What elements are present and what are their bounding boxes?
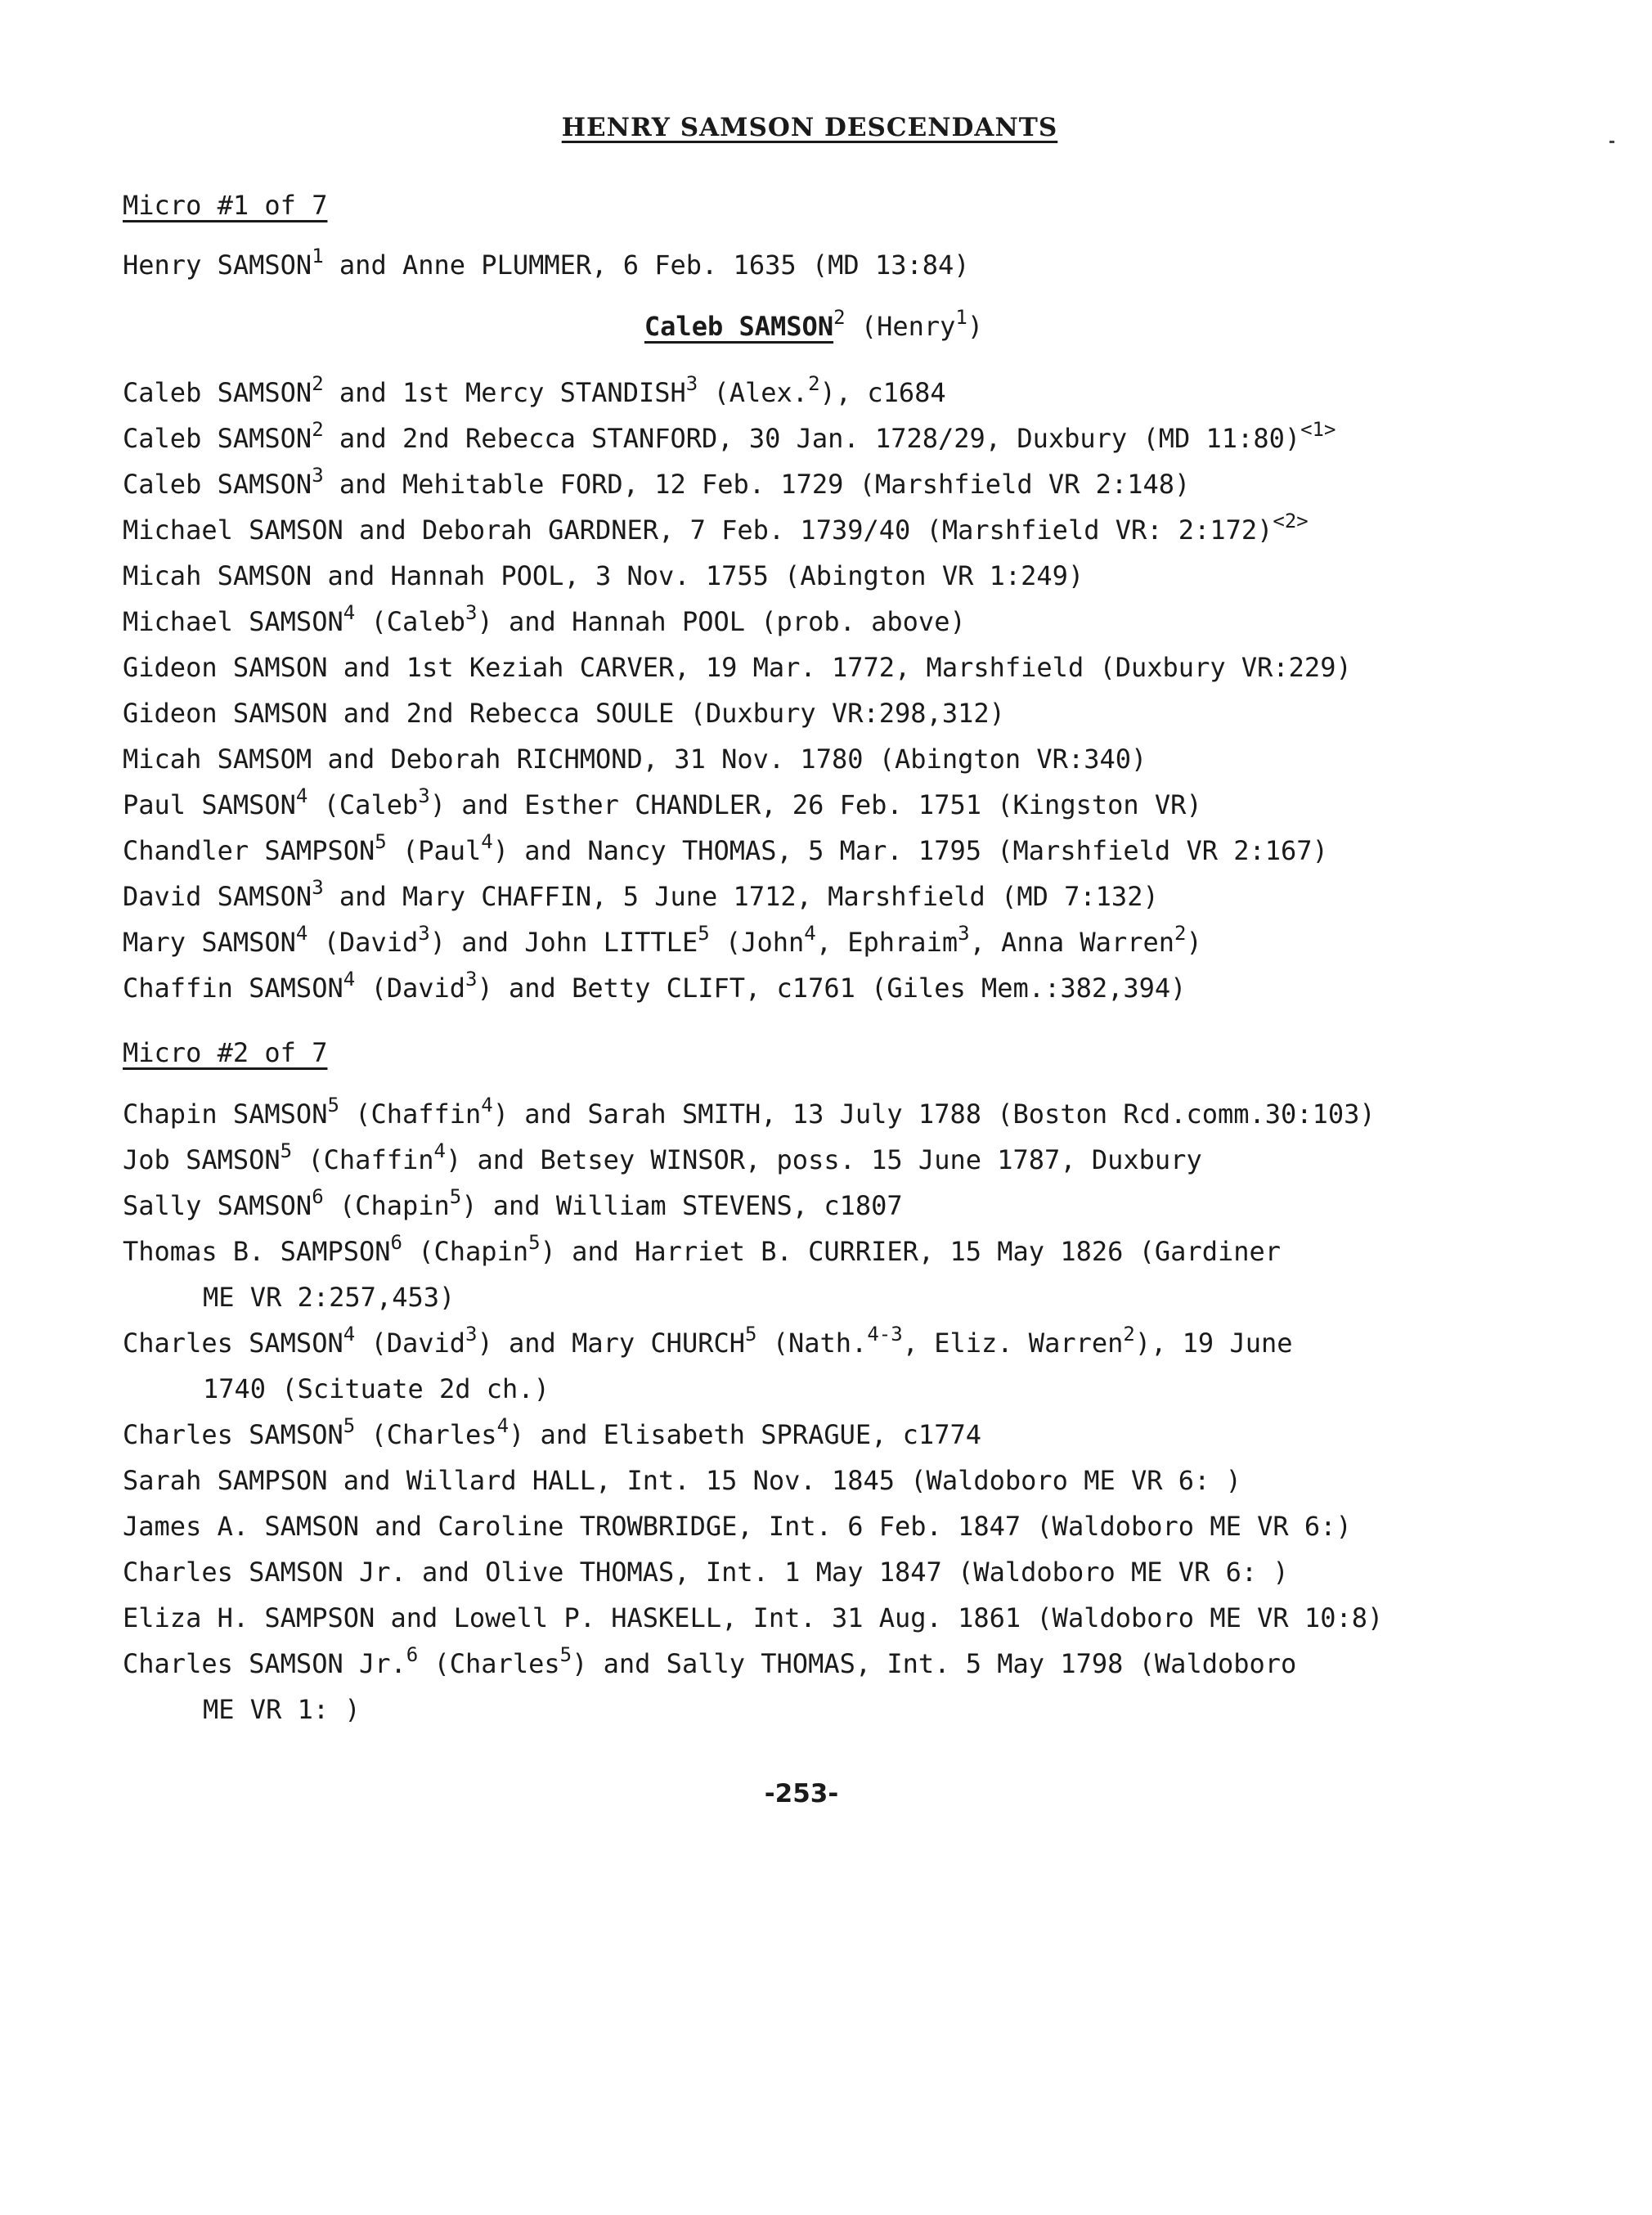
entry-line-continuation (203, 1693, 361, 1726)
entry-text: (Chaffin (339, 1099, 482, 1130)
entry-text: , Anna Warren (969, 927, 1174, 958)
entry-text: ), 19 June (1134, 1328, 1293, 1359)
generation-superscript: 5 (745, 1323, 757, 1346)
entry-text: Micah SAMSOM and Deborah RICHMOND, 31 Nov. 1780 (Abington VR:340) (123, 744, 1147, 775)
entry-text: and Mary CHAFFIN, 5 June 1712, Marshfield (MD 7:132) (323, 881, 1159, 912)
generation-superscript: 6 (406, 1643, 419, 1666)
entry-line (123, 1139, 1202, 1176)
entry-text: (John (709, 927, 805, 958)
entry-text: James A. SAMSON and Caroline TROWBRIDGE, Int. 6 Feb. 1847 (Waldoboro ME VR 6:) (123, 1511, 1352, 1542)
entry-text: ) and William STEVENS, c1807 (461, 1190, 903, 1221)
entry-line (123, 1643, 1297, 1680)
entry-text: ) and Hannah POOL (prob. above) (477, 606, 966, 637)
entry-line (123, 559, 1084, 592)
entry-text: (Chapin (323, 1190, 450, 1221)
entry-line (123, 464, 1191, 501)
entry-text: Gideon SAMSON and 2nd Rebecca SOULE (Duxbury VR:298,312) (123, 698, 1005, 729)
generation-superscript: 2 (312, 418, 324, 441)
entry-text: 1740 (Scituate 2d ch.) (203, 1373, 550, 1404)
entry-line (123, 1414, 981, 1451)
generation-superscript: 5 (698, 922, 710, 945)
generation-superscript: 5 (343, 1414, 356, 1437)
generation-superscript: 6 (390, 1231, 402, 1254)
entry-text: Mary SAMSON (123, 927, 296, 958)
entry-text: ) and Esther CHANDLER, 26 Feb. 1751 (Kingston VR) (429, 789, 1202, 820)
entry-line (123, 510, 1309, 546)
entry-text: (Charles (418, 1648, 560, 1679)
section-label-micro-1: Micro #1 of 7 (123, 190, 328, 221)
generation-superscript: 3 (465, 1323, 478, 1346)
generation-superscript: 3 (418, 922, 430, 945)
entry-text: (Nath. (756, 1328, 868, 1359)
entry-text: Sally SAMSON (123, 1190, 312, 1221)
entry-text: ) and Betty CLIFT, c1761 (Giles Mem.:382,394) (477, 973, 1187, 1004)
generation-superscript: 2 (808, 372, 820, 395)
entry-text: Charles SAMSON Jr. (123, 1648, 406, 1679)
generation-superscript: 2 (1174, 922, 1187, 945)
entry-text: ) and Harriet B. CURRIER, 15 May 1826 (Gardiner (540, 1236, 1282, 1267)
entry-text: Michael SAMSON and Deborah GARDNER, 7 Feb. 1739/40 (Marshfield VR: 2:172) (123, 514, 1273, 546)
entry-line (123, 372, 946, 409)
entry-text: David SAMSON (123, 881, 312, 912)
entry-text: (Charles (355, 1419, 497, 1450)
entry-text: ) and Sarah SMITH, 13 July 1788 (Boston Rcd.comm.30:103) (492, 1099, 1376, 1130)
entry-text: (David (355, 973, 466, 1004)
generation-superscript: 4 (343, 968, 356, 991)
generation-superscript: 5 (327, 1094, 339, 1116)
entry-text: (Paul (386, 835, 482, 866)
entry-text: ), c1684 (819, 377, 946, 408)
generation-superscript: 3 (312, 464, 324, 487)
generation-superscript: 3 (465, 601, 478, 624)
entry-text: (David (355, 1328, 466, 1359)
entry-text: Charles SAMSON (123, 1419, 343, 1450)
entry-line-continuation (203, 1281, 455, 1314)
entry-text: Chaffin SAMSON (123, 973, 343, 1004)
entry-text: Gideon SAMSON and 1st Keziah CARVER, 19 Mar. 1772, Marshfield (Duxbury VR:229) (123, 652, 1352, 683)
entry-text: Caleb SAMSON (123, 377, 312, 408)
generation-superscript: 3 (465, 968, 478, 991)
entry-line (123, 1464, 1241, 1497)
entry-text: Caleb SAMSON (123, 423, 312, 454)
generation-superscript: 4 (295, 784, 308, 807)
entry-line (123, 651, 1352, 684)
entry-line (123, 245, 970, 281)
generation-superscript: <1> (1300, 418, 1336, 441)
entry-text: and Anne PLUMMER, 6 Feb. 1635 (MD 13:84) (323, 249, 970, 281)
entry-line (123, 601, 966, 638)
entry-text: Job SAMSON (123, 1144, 281, 1175)
entry-text: ) and Mary CHURCH (477, 1328, 745, 1359)
entry-text: Paul SAMSON (123, 789, 296, 820)
entry-text: ) and Elisabeth SPRAGUE, c1774 (509, 1419, 981, 1450)
page-number: -253- (764, 1779, 839, 1808)
generation-superscript: 4 (804, 922, 816, 945)
entry-line (123, 1231, 1282, 1268)
entry-line (123, 1510, 1352, 1543)
entry-text: Thomas B. SAMPSON (123, 1236, 391, 1267)
entry-text: Chapin SAMSON (123, 1099, 328, 1130)
generation-superscript: 2 (1123, 1323, 1135, 1346)
entry-line (123, 743, 1147, 775)
generation-superscript: 6 (312, 1185, 324, 1208)
entry-line (123, 1185, 903, 1222)
generation-superscript: 4 (481, 1094, 493, 1116)
entry-text: Micah SAMSON and Hannah POOL, 3 Nov. 1755 (Abington VR 1:249) (123, 560, 1084, 591)
section-label-micro-2: Micro #2 of 7 (123, 1037, 328, 1068)
entry-text: Eliza H. SAMPSON and Lowell P. HASKELL, Int. 31 Aug. 1861 (Waldoboro ME VR 10:8) (123, 1602, 1384, 1633)
entry-text: , Ephraim (815, 927, 958, 958)
entry-line (123, 1556, 1289, 1588)
generation-superscript: 4 (481, 830, 493, 853)
generation-superscript: 3 (685, 372, 698, 395)
entry-text: ) and Betsey WINSOR, poss. 15 June 1787, Duxbury (445, 1144, 1202, 1175)
entry-text: Henry SAMSON (123, 249, 312, 281)
entry-text: ) and John LITTLE (429, 927, 698, 958)
generation-superscript: 4 (343, 1323, 356, 1346)
generation-superscript: 5 (559, 1643, 572, 1666)
generation-superscript: 3 (312, 876, 324, 899)
generation-superscript: 4 (343, 601, 356, 624)
page-title: HENRY SAMSON DESCENDANTS (561, 113, 1058, 142)
entry-line (123, 876, 1159, 913)
generation-superscript: 3 (418, 784, 430, 807)
generation-superscript: 5 (528, 1231, 541, 1254)
entry-line (123, 830, 1328, 867)
entry-line (123, 697, 1005, 730)
generation-superscript: 5 (280, 1139, 293, 1162)
entry-text: ) (1186, 927, 1202, 958)
entry-text: Michael SAMSON (123, 606, 343, 637)
entry-line-continuation (203, 1373, 550, 1405)
entry-text: (Alex. (698, 377, 809, 408)
entry-text: and Mehitable FORD, 12 Feb. 1729 (Marshfield VR 2:148) (323, 469, 1191, 500)
generation-superscript: 5 (375, 830, 387, 853)
entry-text: (Caleb (355, 606, 466, 637)
generation-superscript: 4-3 (867, 1323, 903, 1346)
entry-text: Charles SAMSON Jr. and Olive THOMAS, Int. 1 May 1847 (Waldoboro ME VR 6: ) (123, 1557, 1289, 1588)
entry-text: ) and Sally THOMAS, Int. 5 May 1798 (Waldoboro (572, 1648, 1297, 1679)
entry-line (123, 784, 1202, 821)
entry-line (123, 922, 1202, 959)
entry-text: ME VR 1: ) (203, 1694, 361, 1725)
entry-text: ME VR 2:257,453) (203, 1282, 456, 1313)
entry-text: Chandler SAMPSON (123, 835, 375, 866)
entry-text: ) and Nancy THOMAS, 5 Mar. 1795 (Marshfield VR 2:167) (492, 835, 1328, 866)
entry-text: (Caleb (308, 789, 419, 820)
generation-superscript: 5 (449, 1185, 462, 1208)
entry-text: and 1st Mercy STANDISH (323, 377, 686, 408)
caleb-samson-heading: Caleb SAMSON$^2$ (Henry$^1$) (644, 306, 984, 342)
generation-superscript: 3 (958, 922, 970, 945)
entry-text: (Chaffin (292, 1144, 434, 1175)
entry-line (123, 1323, 1293, 1359)
entry-line (123, 1094, 1376, 1130)
generation-superscript: 1 (312, 245, 324, 267)
entry-text: and 2nd Rebecca STANFORD, 30 Jan. 1728/29, Duxbury (MD 11:80) (323, 423, 1301, 454)
entry-text: (David (308, 927, 419, 958)
entry-text: , Eliz. Warren (902, 1328, 1124, 1359)
generation-superscript: 4 (433, 1139, 446, 1162)
entry-line (123, 418, 1336, 455)
entry-line (123, 1602, 1383, 1634)
entry-text: Sarah SAMPSON and Willard HALL, Int. 15 Nov. 1845 (Waldoboro ME VR 6: ) (123, 1465, 1241, 1496)
entry-text: Charles SAMSON (123, 1328, 343, 1359)
generation-superscript: 4 (496, 1414, 510, 1437)
generation-superscript: 2 (312, 372, 324, 395)
generation-superscript: <2> (1273, 510, 1309, 532)
entry-text: (Chapin (402, 1236, 529, 1267)
generation-superscript: 4 (295, 922, 308, 945)
entry-text: Caleb SAMSON (123, 469, 312, 500)
entry-line (123, 968, 1187, 1004)
